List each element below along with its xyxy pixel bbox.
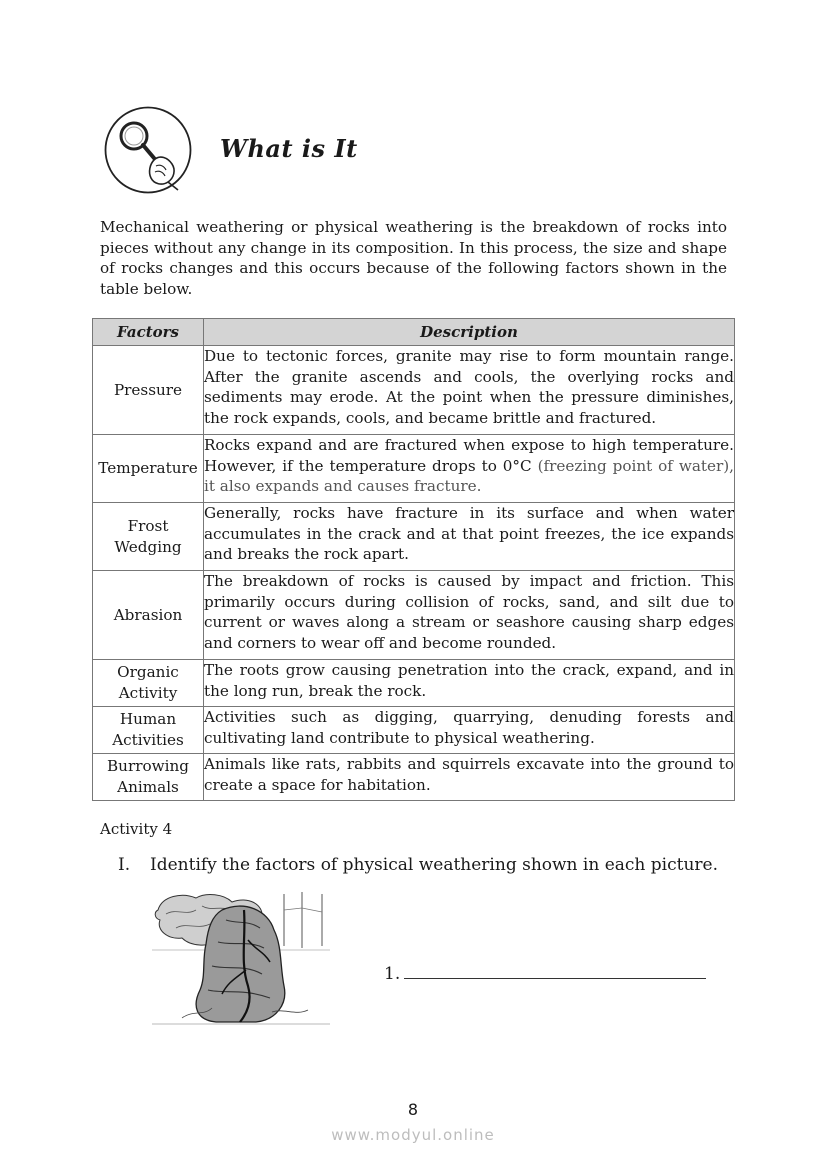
answer-blank[interactable] (404, 960, 706, 979)
table-row (93, 707, 735, 754)
factor-cell (93, 503, 204, 571)
table-row (93, 346, 735, 435)
factor-cell (93, 707, 204, 754)
table-row (93, 571, 735, 660)
description-cell: Generally, rocks have fracture in its surface and when water accumulates in the crack and at that point freezes, the ice expands and breaks the rock apart. (204, 503, 735, 571)
activity-title: Activity 4 (100, 820, 173, 838)
magnifying-glass-icon (104, 106, 192, 194)
factor-cell: Pressure (93, 346, 204, 435)
table-row (93, 754, 735, 801)
factor-label: Human Activities (112, 710, 184, 749)
description-cell: Due to tectonic forces, granite may rise to form mountain range. After the granite ascends and cools, the overlying rocks and sediments may erode. At the point when the pressure diminishes, the rock expands, cools, and became brittle and fractured. (204, 346, 735, 435)
description-cell: The roots grow causing penetration into the crack, expand, and in the long run, break the rock. (204, 660, 735, 707)
factor-label: Organic Activity (117, 663, 179, 702)
factor-cell: Abrasion (93, 571, 204, 660)
description-cell (204, 435, 735, 503)
factors-table (92, 318, 735, 801)
column-header-description: Description (204, 319, 735, 346)
instruction-number: I. (118, 855, 131, 875)
table-header-row (93, 319, 735, 346)
section-title: What is It (220, 134, 358, 163)
factor-cell: Temperature (93, 435, 204, 503)
factor-label: Frost Wedging (114, 516, 182, 556)
tree-roots-on-rock-illustration (152, 890, 330, 1026)
table-row (93, 660, 735, 707)
description-text-gray: (freezing point of water), it also expands and causes fracture. (204, 456, 734, 496)
page-number: 8 (407, 1100, 419, 1119)
factor-cell (93, 754, 204, 801)
description-cell: Activities such as digging, quarrying, denuding forests and cultivating land contribute to physical weathering. (204, 707, 735, 754)
table-row (93, 503, 735, 571)
table-row (93, 435, 735, 503)
answer-label: 1. (384, 964, 401, 984)
watermark: www.modyul.online (331, 1126, 495, 1144)
description-cell: Animals like rats, rabbits and squirrels excavate into the ground to create a space for habitation. (204, 754, 735, 801)
answer-line-1 (384, 960, 706, 984)
activity-instruction (118, 855, 718, 875)
intro-paragraph: Mechanical weathering or physical weathering is the breakdown of rocks into pieces without any change in its composition. In this process, the size and shape of rocks changes and this occurs because of the following factors shown in the table below. (100, 218, 727, 298)
description-cell: The breakdown of rocks is caused by impact and friction. This primarily occurs during collision of rocks, sand, and silt due to current or waves along a stream or seashore causing sharp edges and corners to wear off and become rounded. (204, 571, 735, 660)
factor-label: Burrowing Animals (107, 757, 189, 796)
instruction-text: Identify the factors of physical weathering shown in each picture. (150, 855, 718, 875)
description-text: Rocks expand and are fractured when expose to high temperature. However, if the temperature drops to 0°C (204, 436, 734, 475)
factor-cell (93, 660, 204, 707)
column-header-factors: Factors (93, 319, 204, 346)
